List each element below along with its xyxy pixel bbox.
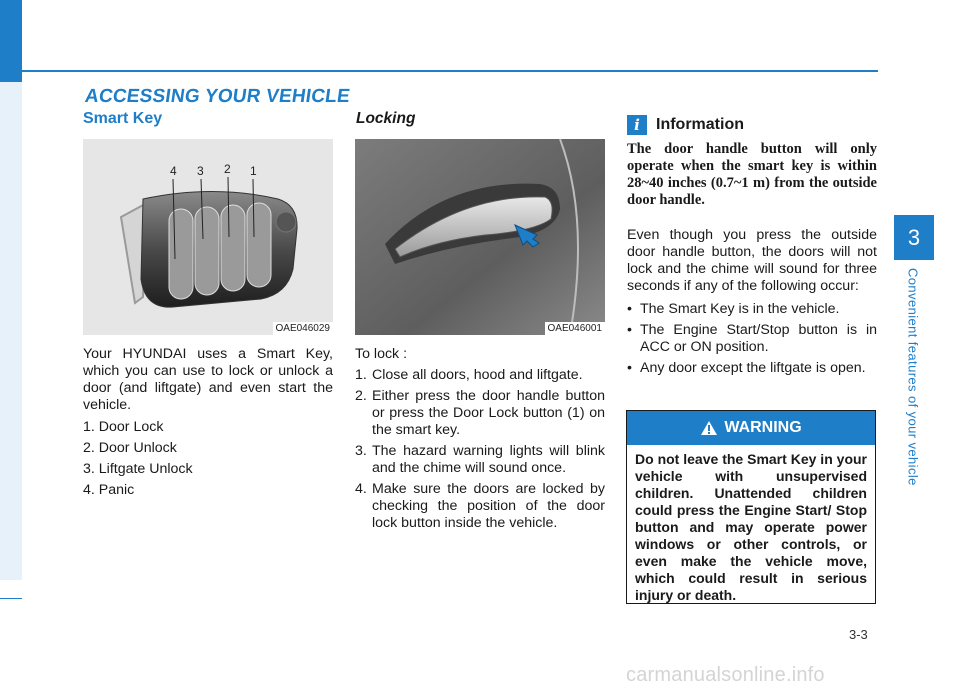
smart-key-text <box>83 346 333 503</box>
information-paragraph: Even though you press the outside door handle button, the doors will not lock and the chime will sound for three seconds if any of the following occur: <box>627 227 877 294</box>
bullet-icon: • <box>627 301 632 317</box>
step-number: 4. <box>355 481 367 497</box>
bullet-text: The Smart Key is in the vehicle. <box>640 301 840 317</box>
figure-code: OAE046001 <box>545 322 606 335</box>
left-sidebar-accent <box>0 0 22 82</box>
list-item <box>627 360 877 377</box>
information-header <box>627 115 744 135</box>
information-title: Information <box>656 116 744 133</box>
bullet-icon: • <box>627 360 632 376</box>
locking-heading: Locking <box>356 110 416 127</box>
chapter-title: Convenient features of your vehicle <box>905 268 921 486</box>
top-rule <box>22 70 878 72</box>
step-text: Make sure the doors are locked by checking the position of the door lock button inside the vehicle. <box>372 481 605 531</box>
section-title: ACCESSING YOUR VEHICLE <box>83 86 352 107</box>
warning-body: Do not leave the Smart Key in your vehicle with unsupervised children. Unattended children could press the Engine Start/ Stop button and may operate power windows or other controls, or even make the vehicle move, which could result in serious injury or death. <box>635 451 867 603</box>
door-handle-figure <box>355 139 605 335</box>
figure-code: OAE046029 <box>273 322 334 335</box>
list-item: 3. Liftgate Unlock <box>83 461 193 477</box>
watermark: carmanualsonline.info <box>626 664 825 686</box>
list-item <box>355 388 605 439</box>
smart-key-figure <box>83 139 333 335</box>
step-number: 1. <box>355 367 367 383</box>
left-bottom-rule <box>0 598 22 599</box>
page-number: 3-3 <box>849 627 868 642</box>
key-number-1: 1 <box>250 164 257 178</box>
key-number-4: 4 <box>170 164 177 178</box>
bullet-text: Any door except the liftgate is open. <box>640 360 866 376</box>
information-bold-text: The door handle button will only operate when the smart key is within 28~40 inches (0.7~1 m) from the outside door handle. <box>627 141 877 208</box>
warning-header <box>627 411 875 445</box>
step-number: 2. <box>355 388 367 404</box>
locking-text <box>355 346 605 536</box>
door-handle-illustration <box>355 139 605 335</box>
bullet-text: The Engine Start/Stop button is in ACC or ON position. <box>640 322 877 355</box>
smart-key-intro: Your HYUNDAI uses a Smart Key, which you can use to lock or unlock a door (and liftgate) and even start the vehicle. <box>83 346 333 413</box>
warning-title: WARNING <box>724 419 802 436</box>
locking-lead: To lock : <box>355 346 408 362</box>
chapter-tab: 3 <box>894 215 934 260</box>
smart-key-illustration <box>83 139 333 335</box>
list-item <box>355 481 605 532</box>
list-item: 1. Door Lock <box>83 419 164 435</box>
smart-key-heading: Smart Key <box>83 110 163 127</box>
list-item <box>355 367 605 384</box>
step-text: The hazard warning lights will blink and the chime will sound once. <box>372 443 605 476</box>
key-number-3: 3 <box>197 164 204 178</box>
step-text: Either press the door handle button or press the Door Lock button (1) on the smart key. <box>372 388 605 438</box>
key-number-2: 2 <box>224 162 231 176</box>
information-text <box>627 227 877 381</box>
left-sidebar-band <box>0 0 22 580</box>
step-text: Close all doors, hood and liftgate. <box>372 367 583 383</box>
list-item <box>627 322 877 356</box>
warning-box <box>626 410 876 604</box>
list-item <box>627 301 877 318</box>
chapter-title-vertical <box>893 268 933 508</box>
bullet-icon: • <box>627 322 632 338</box>
list-item: 2. Door Unlock <box>83 440 177 456</box>
info-icon: i <box>627 115 647 135</box>
list-item <box>355 443 605 477</box>
warning-triangle-icon <box>700 420 718 436</box>
list-item: 4. Panic <box>83 482 135 498</box>
step-number: 3. <box>355 443 367 459</box>
